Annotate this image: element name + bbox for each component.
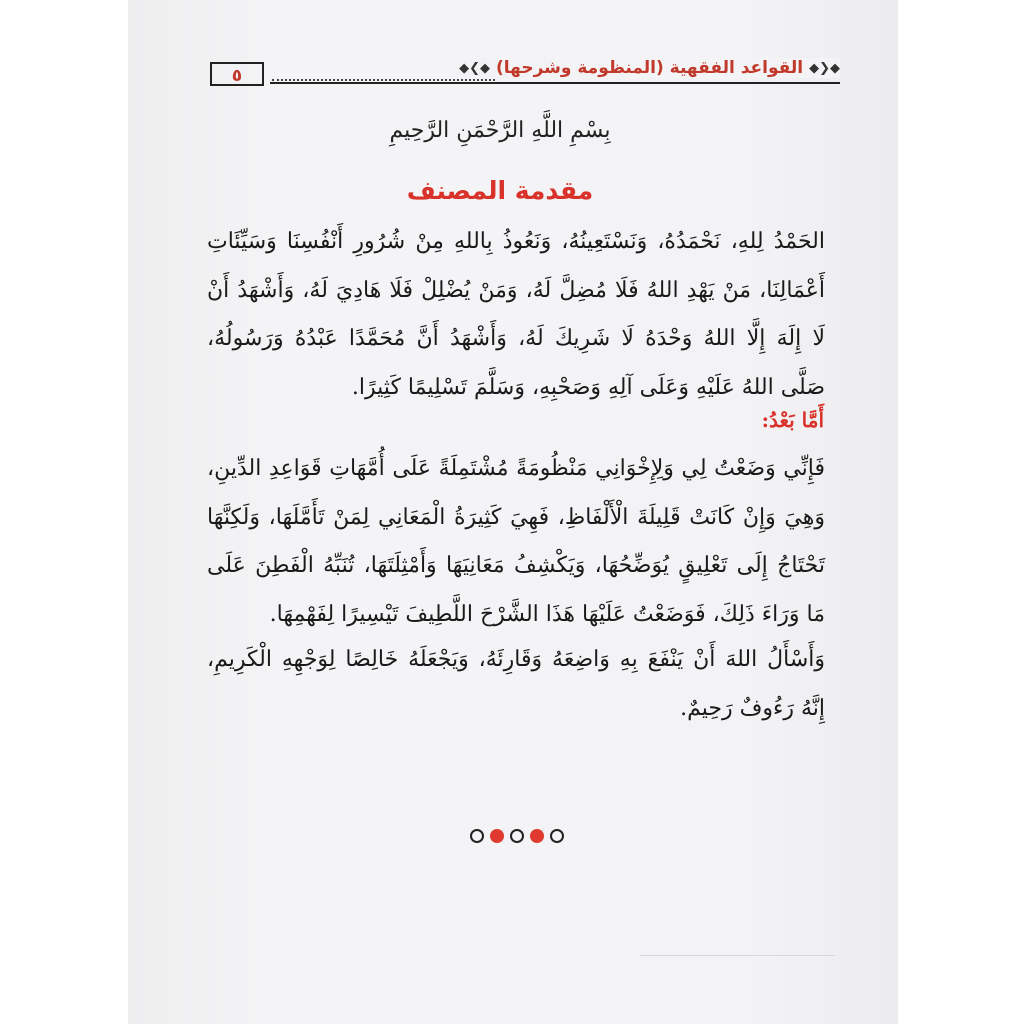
divider-dot-hollow (510, 829, 524, 843)
header-dotted-rule (272, 79, 495, 81)
footnote-rule (640, 955, 835, 956)
divider-dot-filled (530, 829, 544, 843)
divider-dot-filled (490, 829, 504, 843)
basmala: بِسْمِ اللَّهِ الرَّحْمَنِ الرَّحِيمِ (389, 118, 611, 143)
subheading-amma-baad: أَمَّا بَعْدُ: (761, 408, 824, 432)
ornament-right-icon: ◆❯◆ (809, 60, 840, 76)
page-header (210, 58, 840, 92)
page-number: ٥ (210, 62, 264, 86)
paragraph-intro: الحَمْدُ لِلهِ، نَحْمَدُهُ، وَنَسْتَعِينُهُ، وَنَعُوذُ بِاللهِ مِنْ شُرُورِ أَنْفُسِنَا وَسَيِّئَاتِ أَعْمَالِنَا، مَنْ يَهْدِ اللهُ فَلَا مُضِلَّ لَهُ، وَمَنْ يُضْلِلْ فَلَا هَادِيَ لَهُ، وَأَشْهَدُ أَنْ لَا إِلَهَ إِلَّا اللهُ وَحْدَهُ لَا شَرِيكَ لَهُ، وَأَشْهَدُ أَنَّ مُحَمَّدًا عَبْدُهُ وَرَسُولُهُ، صَلَّى اللهُ عَلَيْهِ وَعَلَى آلِهِ وَصَحْبِهِ، وَسَلَّمَ تَسْلِيمًا كَثِيرًا. (207, 229, 825, 400)
header-title: القواعد الفقهية (المنظومة وشرحها) (495, 58, 804, 78)
divider-dot-hollow (550, 829, 564, 843)
paragraph-main: فَإِنِّي وَضَعْتُ لِي وَلِإِخْوَانِي مَنْظُومَةً مُشْتَمِلَةً عَلَى أُمَّهَاتِ قَوَاعِدِ الدِّينِ، وَهِيَ وَإِنْ كَانَتْ قَلِيلَةَ الْأَلْفَاظِ، فَهِيَ كَثِيرَةُ الْمَعَانِي لِمَنْ تَأَمَّلَهَا، وَلَكِنَّهَا تَحْتَاجُ إِلَى تَعْلِيقٍ يُوَضِّحُهَا، وَيَكْشِفُ مَعَانِيَهَا وَأَمْثِلَتَهَا، تُنَبِّهُ الْفَطِنَ عَلَى مَا وَرَاءَ ذَلِكَ، فَوَضَعْتُ عَلَيْهَا هَذَا الشَّرْحَ اللَّطِيفَ تَيْسِيرًا لِفَهْمِهَا. (207, 456, 825, 627)
header-title-group (453, 58, 840, 78)
divider-dot-hollow (470, 829, 484, 843)
ornament-left-icon: ◆❮◆ (459, 60, 490, 76)
section-title: مقدمة المصنف (406, 176, 594, 205)
paragraph-closing: وَأَسْأَلُ اللهَ أَنْ يَنْفَعَ بِهِ وَاضِعَهُ وَقَارِئَهُ، وَيَجْعَلَهُ خَالِصًا لِوَجْهِهِ الْكَرِيمِ، إِنَّهُ رَءُوفٌ رَحِيمٌ. (207, 647, 825, 721)
ornamental-divider (470, 829, 564, 843)
header-rule (270, 82, 840, 84)
